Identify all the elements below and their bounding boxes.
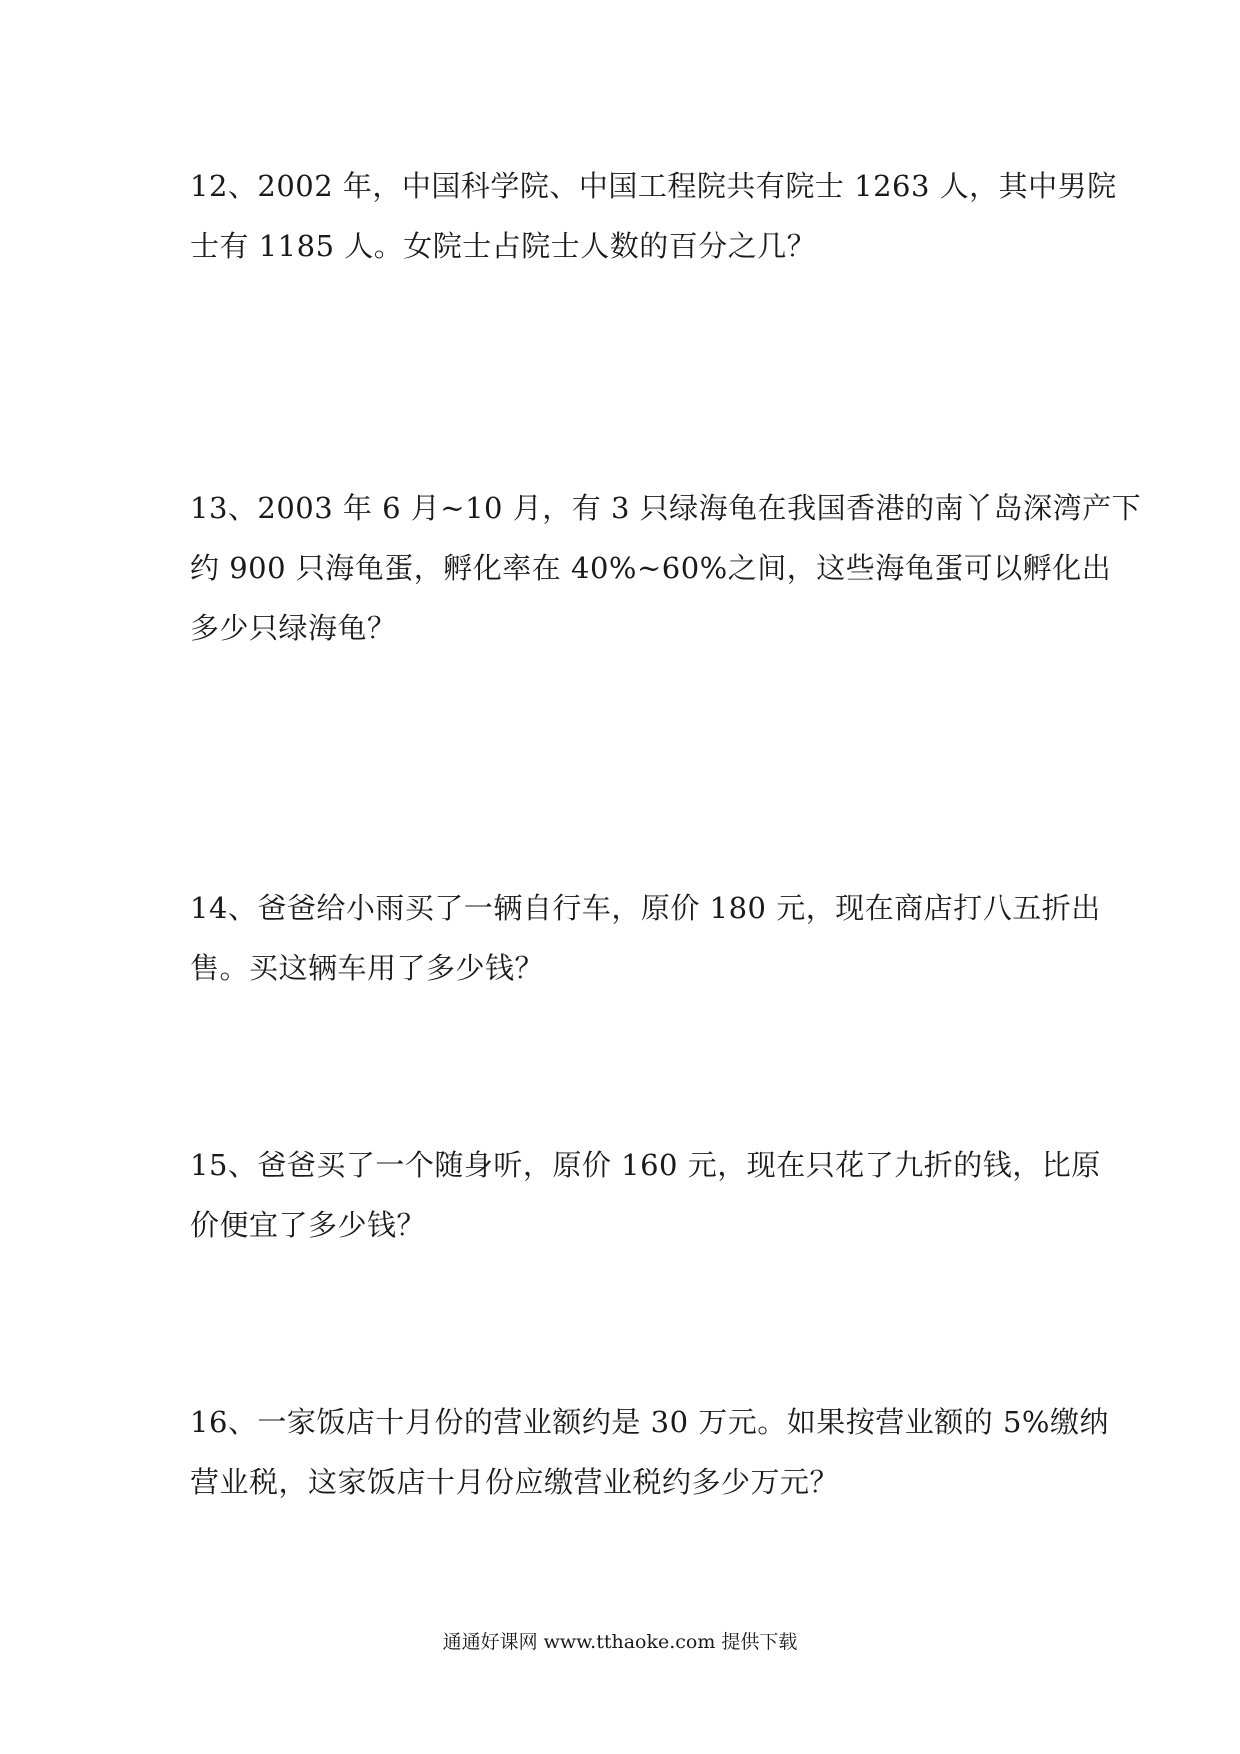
problem-16-line-2: 营业税，这家饭店十月份应缴营业税约多少万元？ <box>190 1465 840 1499</box>
problem-15-line-1: 15、爸爸买了一个随身听，原价 160 元，现在只花了九折的钱，比原 <box>190 1148 1101 1182</box>
problem-13-line-1: 13、2003 年 6 月~10 月，有 3 只绿海龟在我国香港的南丫岛深湾产下 <box>190 491 1142 525</box>
problem-12 <box>190 156 1117 276</box>
problem-12-line-1: 12、2002 年，中国科学院、中国工程院共有院士 1263 人，其中男院 <box>190 169 1117 203</box>
problem-14-line-2: 售。买这辆车用了多少钱？ <box>190 951 545 985</box>
problem-13-line-2: 约 900 只海龟蛋，孵化率在 40%~60%之间，这些海龟蛋可以孵化出 <box>190 551 1112 585</box>
problem-16-line-1: 16、一家饭店十月份的营业额约是 30 万元。如果按营业额的 5%缴纳 <box>190 1405 1109 1439</box>
problem-14 <box>190 878 1101 998</box>
problem-13-line-3: 多少只绿海龟？ <box>190 611 397 645</box>
problem-15 <box>190 1135 1101 1255</box>
page-footer: 通通好课网 www.tthaoke.com 提供下载 <box>442 1631 798 1653</box>
problem-13 <box>190 478 1142 658</box>
problem-12-line-2: 士有 1185 人。女院士占院士人数的百分之几？ <box>190 229 817 263</box>
problem-16 <box>190 1392 1109 1512</box>
problem-15-line-2: 价便宜了多少钱？ <box>190 1208 427 1242</box>
problem-14-line-1: 14、爸爸给小雨买了一辆自行车，原价 180 元，现在商店打八五折出 <box>190 891 1101 925</box>
